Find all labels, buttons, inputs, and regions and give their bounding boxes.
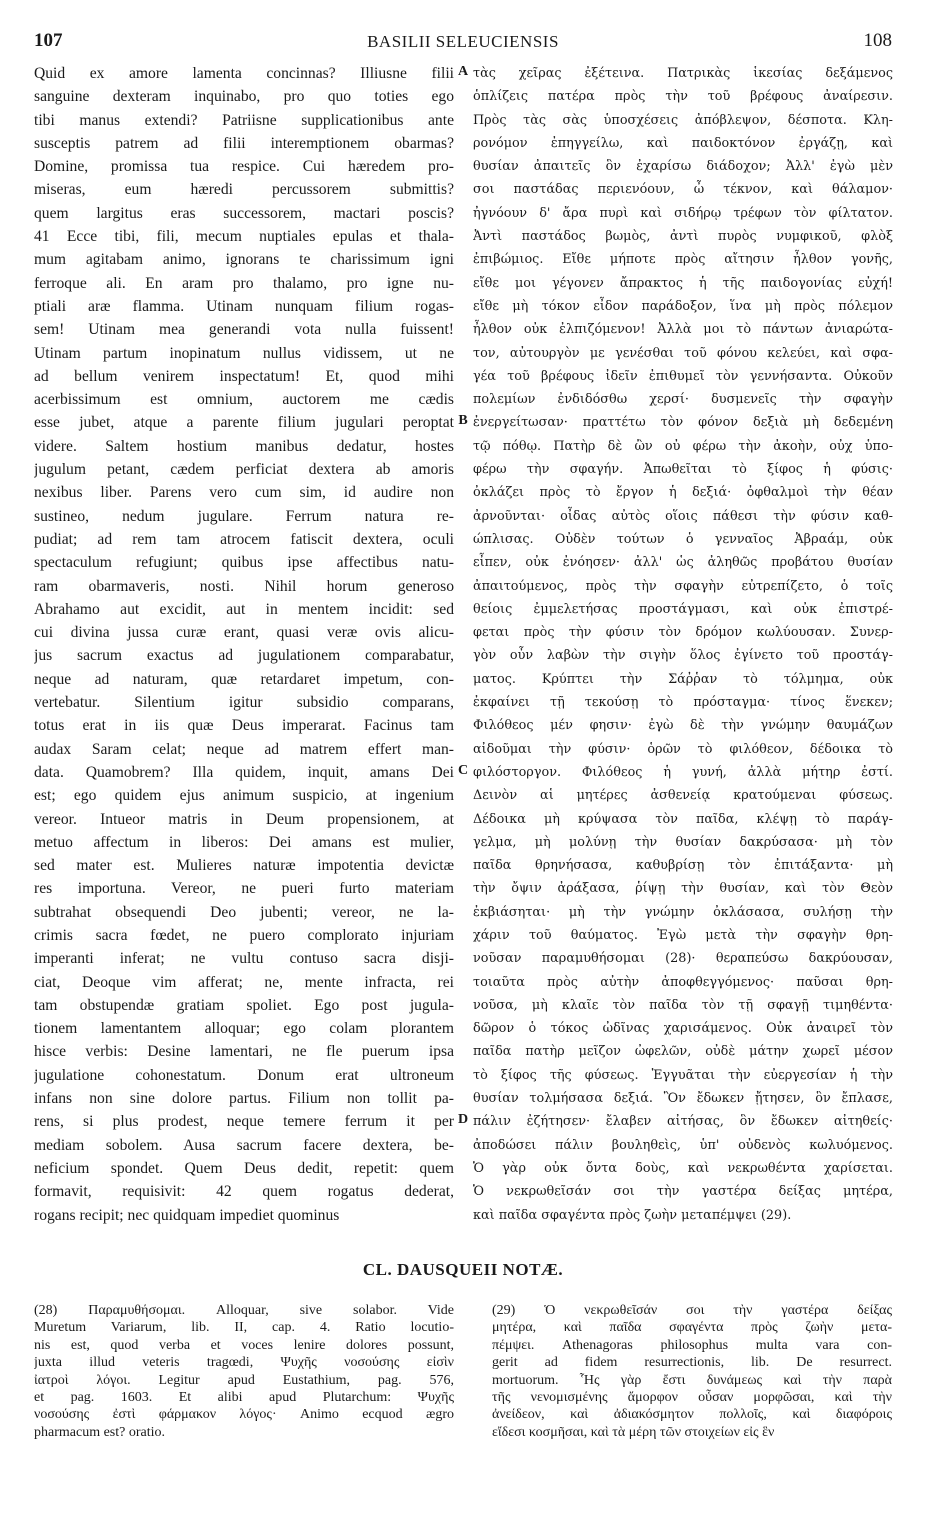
latin-text-line: tionem lamentantem alloquar; ego colam plorantem: [34, 1020, 454, 1038]
greek-text-line: εἶπεν, οὐκ ἐνόησεν· ἀλλ' ὡς ἀληθῶς προβάτου θυσίαν: [473, 555, 893, 571]
greek-text-line: θυσίαν ἀπαιτεῖς ὃν ἐχαρίσω διάδοχον; Ἀλλ' ἐγὼ μὲν: [473, 159, 893, 175]
note-text-line: Muretum Variarum, lib. II, cap. 4. Ratio locutio-: [34, 1320, 454, 1336]
running-title: BASILII SELEUCIENSIS: [367, 32, 559, 51]
latin-text-line: jugulatione cohonestatum. Donum erat ultroneum: [34, 1066, 454, 1084]
greek-text-line: Ἀντὶ παστάδος βωμὸς, ἀντὶ πυρὸς νυμφικοῦ, φλὸξ: [473, 229, 893, 245]
latin-text-line: neficium spondet. Quem Deus dedit, repetit: quem: [34, 1159, 454, 1177]
latin-text-line: mediam sobolem. Ausa sacrum facere dextera, be-: [34, 1136, 454, 1154]
greek-text-line: Δέδοικα μὴ κρύψασα τὸν παῖδα, κλέψῃ τὸ παράγ-: [473, 811, 893, 827]
greek-text-line: αἰδοῦμαι τὴν φύσιν· ὁρῶν τὸ φιλόθεον, δέδοικα τὸ: [473, 741, 893, 757]
latin-text-line: est; ego quidem ejus animum suspicio, at ingenium: [34, 787, 454, 805]
latin-text-line: ad bellum venirem inspectatum! Et, quod mihi: [34, 367, 454, 385]
note-text-line: nis est, quod verba et voces lenire dolores possunt,: [34, 1337, 454, 1353]
greek-text-line: ἦλθον οὐκ ἐλπιζόμενον! Ἀλλὰ μοι τὸ πάντων ἀνιαρώτα-: [473, 322, 893, 338]
latin-text-line: acerbissimum est omnium, auctorem me cædis: [34, 391, 454, 409]
greek-text-line: φέρω τὴν σφαγήν. Ἀπωθεῖται τὸ ξίφος ἡ φύσις·: [473, 462, 893, 478]
greek-text-line: ἠγνόουν δ' ἄρα πυρὶ καὶ σιδήρῳ τρέφων τὸν φίλτατον.: [473, 205, 893, 221]
latin-text-line: jugulum petant, cædem perficiat dextera ab amoris: [34, 461, 454, 479]
latin-text-line: miseras, eum hæredi percussorem submittis?: [34, 181, 454, 199]
latin-text-line: ram obarmaveris, nosti. Nihil horum generoso: [34, 577, 454, 595]
latin-text-line: tam obstupendæ gratiam spoliet. Ego post jugula-: [34, 996, 454, 1014]
latin-text-line: jus sacrum exactus ad jugulationem comparabatur,: [34, 647, 454, 665]
latin-text-line: susceptis patrem ad filii interemptionem obarmas?: [34, 134, 454, 152]
latin-column: [34, 62, 454, 1227]
greek-text-line: φεται πρὸς τὴν φύσιν τὸν δρόμον κωλύουσαν. Συνερ-: [473, 625, 893, 641]
latin-text-line: quem largitus eras successorem, mactari poscis?: [34, 204, 454, 222]
latin-text-line: cui divina jussa curæ erant, quasi veræ ovis alicu-: [34, 624, 454, 642]
note-text-line: (29) Ὁ νεκρωθεῖσάν σοι τὴν γαστέρα δείξας: [492, 1303, 892, 1318]
note-text-line: mortuorum. Ἧς γὰρ ἔστι δυνάμεως καὶ τὴν παρὰ: [492, 1372, 892, 1388]
greek-text-line: ἀποδώσει πάλιν βουληθεὶς, ὑπ' οὐδενὸς κωλυόμενος.: [473, 1137, 893, 1153]
latin-text-line: esse jubet, atque a parente filium jugulari peroptat: [34, 414, 454, 432]
latin-text-line: audax Saram celat; neque ad matrem effert man-: [34, 740, 454, 758]
greek-text-line: τὰς χεῖρας ἐξέτεινα. Πατρικὰς ἱκεσίας δεξάμενος: [473, 66, 893, 81]
greek-text-line: φιλόστοργον. Φιλόθεος ἡ γυνή, ἀλλὰ μήτηρ ἐστί.: [473, 764, 893, 780]
section-marker-a: A: [457, 64, 469, 79]
section-marker-b: B: [458, 413, 468, 428]
greek-text-line: τὸ ξίφος τῆς φύσεως. Ἐγγυᾶται τὴν εὐεργεσίαν ἡ τὴν: [473, 1067, 893, 1083]
greek-text-line: θυσίαν τολμήσασα δεξιά. Ὃν ἔδωκεν ᾔτησεν, ὃν ἔπλασε,: [473, 1091, 893, 1107]
greek-text-line: εἴθε μοι γέγονεν ἄπρακτος ἡ τῆς παιδογονίας εὐχή!: [473, 275, 893, 291]
greek-text-line: θείοις ἐμμελετήσας προστάγμασι, καὶ οὐκ ἐπιστρέ-: [473, 601, 893, 617]
greek-text-line: ώπλισας. Οὐδὲν τούτων ὁ γενναῖος Ἀβραάμ, οὐκ: [473, 531, 893, 547]
greek-text-line: τοιαῦτα πρὸς αὐτὴν ἀποφθεγγόμενος· παῦσαι θρη-: [473, 974, 893, 990]
greek-text-line: πάλιν ἐζήτησεν· ἔλαβεν αἰτήσας, ὃν ἔδωκεν αἰτηθείς·: [473, 1114, 893, 1130]
latin-text-line: rogans recipit; nec quidquam impediet quominus: [34, 1206, 340, 1224]
greek-text-line: νοῦσα, μὴ κλαῖε τὸν παῖδα τὸν τῇ σφαγῇ τιμηθέντα·: [473, 997, 893, 1013]
section-marker-c: C: [457, 763, 469, 778]
note-text-line: gerit ad fidem resurrectionis, lib. De resurrect.: [492, 1355, 892, 1371]
page-number-left: 107: [34, 30, 63, 51]
greek-text-line: σοι παστάδας περιενόουν, ὦ τέκνον, καὶ θάλαμον·: [473, 182, 893, 198]
greek-text-line: Πρὸς τὰς σὰς ὑποσχέσεις ἀπόβλεψον, δέσποτα. Κλη-: [473, 112, 893, 128]
greek-text-line: τὴν ὄψιν ἀράξασα, ῥίψῃ τὴν θυσίαν, καὶ τὸν Θεὸν: [473, 881, 893, 897]
latin-text-line: rens, si plus prodest, neque temere ferrum it per: [34, 1113, 454, 1131]
greek-text-line: ἀπαιτούμενος, πρὸς τὴν σφαγὴν εὐτρεπίζετο, ὁ τοῖς: [473, 578, 893, 594]
latin-text-line: Quid ex amore lamenta concinnas? Illiusne filii: [34, 65, 454, 82]
latin-text-line: res importuna. Vereor, ne pueri furto materiam: [34, 880, 454, 898]
latin-text-line: tibi manus extendi? Patriisne supplicationibus ante: [34, 111, 454, 129]
latin-text-line: ferroque ali. En aram pro thalamo, pro igne nu-: [34, 274, 454, 292]
greek-text-line: γὸν οὖν λαβὼν τὴν σιγὴν ὅλος ἐγίνετο τοῦ προστάγ-: [473, 648, 893, 664]
latin-text-line: imperanti inferat; ne vultu contuso sacra disji-: [34, 950, 454, 968]
greek-text-line: ματος. Κρύπτει τὴν Σάῤῥαν τὸ τόλμημα, οὐκ: [473, 671, 893, 687]
greek-text-line: ὀκλάζει πρὸς τὸ ἔργον ἡ δεξιά· ὀφθαλμοὶ τὴν θέαν: [473, 485, 893, 501]
greek-text-line: χάριν τοῦ θαύματος. Ἐγὼ μετὰ τὴν σφαγὴν θρη-: [473, 927, 893, 943]
latin-text-line: Domine, promissa tua respice. Cui hæredem pro-: [34, 158, 454, 176]
greek-text-line: ρονόμον ἐπηγγείλω, καὶ παιδοκτόνον ἐργάζῃ, καὶ: [473, 135, 893, 151]
latin-text-line: crimis sacra fœdet, ne puero comploratο injuriam: [34, 926, 454, 944]
note-text-line: τῆς νενομισμένης ἄμορφον οὖσαν μορφῶσαι, καὶ τὴν: [492, 1389, 892, 1405]
latin-text-line: formavit, requisivit: 42 quem rogatus dederat,: [34, 1183, 454, 1201]
greek-text-line: Φιλόθεος μέν φησιν· ἐγὼ δὲ τὴν γνώμην θαυμάζων: [473, 718, 893, 734]
note-text-line: νοσούσης ἐστὶ φάρμακον λόγος· Animo ecquod ægro: [34, 1407, 454, 1423]
greek-text-line: γελμα, μὴ μολύνῃ τὴν θυσίαν δακρύσασα· μὴ τὸν: [473, 834, 893, 850]
greek-text-line: καὶ παῖδα σφαγέντα πρὸς ζωὴν μεταπέμψει (29).: [473, 1207, 792, 1223]
greek-text-line: Ὁ γὰρ οὐκ ὄντα δοὺς, καὶ νεκρωθέντα χαρίσεται.: [473, 1160, 893, 1176]
latin-text-line: vereor. Intueor matris in Deum propensionem, at: [34, 810, 454, 828]
latin-text-line: sustineo, nedum jugulare. Ferrum natura re-: [34, 507, 454, 525]
note-text-line: πέμψει. Athenagoras philosophus multa vara con-: [492, 1337, 892, 1353]
latin-text-line: spectaculum refugiunt; quibus ipse affectibus natu-: [34, 554, 454, 572]
notes-heading: CL. DAUSQUEII NOTÆ.: [362, 1260, 564, 1279]
note-text-line: (28) Παραμυθήσομαι. Alloquar, sive solabor. Vide: [34, 1303, 454, 1318]
latin-text-line: totus erat in iis quæ Deus imperarat. Facinus tam: [34, 717, 454, 735]
footnote-29: [492, 1302, 892, 1441]
note-text-line: pharmacum est? oratio.: [34, 1424, 166, 1440]
greek-text-line: νοῦσαν παραμυθήσομαι (28)· θεραπεύσω δακρύουσαν,: [473, 951, 893, 967]
latin-text-line: Abrahamo aut excidit, aut in mentem incidit: sed: [34, 600, 454, 618]
section-marker-d: D: [457, 1112, 469, 1127]
greek-text-line: τῷ πόθῳ. Πατὴρ δὲ ὢν οὐ φέρω τὴν ἀκοὴν, οὐχ ὑπο-: [473, 438, 893, 454]
greek-text-line: ἐπιβώμιος. Εἴθε μήποτε πρὸς αἴτησιν ἦλθον γονῆς,: [473, 252, 893, 268]
latin-text-line: ptiali aræ flamma. Utinam nunquam filium rogas-: [34, 297, 454, 315]
note-text-line: εἴδεσι κοσμῆσαι, καὶ τὰ μέρη τῶν στοιχείων εἰς ἓν: [492, 1424, 775, 1440]
greek-text-line: παῖδα πατὴρ μεῖζον ὠφελῶν, οὐδὲ μάτην χωρεῖ μέσον: [473, 1044, 893, 1060]
page-number-right: 108: [863, 30, 892, 51]
note-text-line: juxta illud veteris tragœdi, Ψυχῆς νοσούσης εἰσὶν: [34, 1355, 454, 1371]
footnote-28: [34, 1302, 454, 1441]
latin-text-line: 41 Ecce tibi, fili, mecum nuptiales epulas et thala-: [34, 228, 454, 246]
note-text-line: ἰατροὶ λόγοι. Legitur apud Eustathium, pag. 576,: [34, 1372, 454, 1388]
latin-text-line: nexibus liber. Parens vero cum sim, id audire non: [34, 484, 454, 502]
greek-text-line: εἴθε μὴ τόκον εἶδον παράδοξον, ἵνα μὴ πρὸς πόλεμον: [473, 298, 893, 314]
greek-text-line: πολεμίων ἐνδιδόσθω χερσί· δυσμενεῖς τὴν σφαγὴν: [473, 392, 893, 408]
latin-text-line: Utinam partum inopinatum nullus vidissem, ut ne: [34, 344, 454, 362]
greek-text-line: τον, αὐτουργὸν με γενέσθαι τοῦ φόνου κελεύει, καὶ σφα-: [473, 345, 893, 361]
greek-text-line: ἐνεργείτωσαν· πραττέτω τὸν φόνον δεξιὰ μὴ δεδεμένη: [473, 415, 893, 431]
greek-text-line: Δεινὸν αἱ μητέρες ἀσθενείᾳ κρατούμεναι φύσεως.: [473, 788, 893, 804]
latin-text-line: data. Quamobrem? Illa quidem, inquit, amans Dei: [34, 763, 454, 781]
latin-text-line: neque ad naturam, quæ retardaret impetum, con-: [34, 670, 454, 688]
greek-text-line: γέα τοῦ βρέφους ἰδεῖν ἐπιθυμεῖ τὸν γεννήσαντα. Οὐκοῦν: [473, 368, 893, 384]
latin-text-line: metuo affectum in liberos: Dei amans est mulier,: [34, 833, 454, 851]
greek-column: [473, 62, 893, 1227]
latin-text-line: sanguine dexteram inquinabo, pro quo toties ego: [34, 88, 454, 106]
latin-text-line: hisce verbis: Desine lamentari, ne fle puerum ipsa: [34, 1043, 454, 1061]
greek-text-line: Ὁ νεκρωθεῖσάν σοι τὴν γαστέρα δείξας μητέρα,: [473, 1184, 893, 1200]
greek-text-line: ἐκφαίνει τῇ τεκούσῃ τὸ πρόσταγμα· τίνος ἕνεκεν;: [473, 695, 893, 711]
latin-text-line: pudiat; ad rem tam atrocem fatiscit dextera, oculi: [34, 530, 454, 548]
latin-text-line: sed mater est. Mulieres naturæ impotentia devictæ: [34, 857, 454, 875]
note-text-line: ἀνείδεον, καὶ ἀδιακόσμητον πολλοῖς, καὶ διαφόροις: [492, 1407, 892, 1423]
note-text-line: et pag. 1603. Et alibi apud Plutarchum: Ψυχῆς: [34, 1389, 454, 1405]
note-text-line: μητέρα, καὶ παῖδα σφαγέντα πρὸς ζωὴν μετα-: [492, 1320, 892, 1336]
latin-text-line: mum agitabam animo, ignorans te charissimum igni: [34, 251, 454, 269]
latin-text-line: vertebatur. Silentium igitur subsidio comparans,: [34, 694, 454, 712]
greek-text-line: ὁπλίζεις πατέρα πρὸς τὴν τοῦ βρέφους ἀναίρεσιν.: [473, 89, 893, 105]
latin-text-line: infans non sine dolore partus. Filium non tollit pa-: [34, 1090, 454, 1108]
latin-text-line: videre. Saltem hostium manibus dedatur, hostes: [34, 437, 454, 455]
latin-text-line: ciat, Deoque vim afferat; ne, mente infracta, rei: [34, 973, 454, 991]
latin-text-line: subtrahat obsequendi Deo jubenti; vereor, ne la-: [34, 903, 454, 921]
greek-text-line: δῶρον ὁ τόκος ὠδῖνας χαρισάμενος. Οὐκ ἀναιρεῖ τὸν: [473, 1021, 893, 1037]
running-header: [34, 30, 892, 56]
greek-text-line: παῖδα θρηνήσασα, καθυβρίσῃ τὸν ἐπιτάξαντα· μὴ: [473, 858, 893, 874]
greek-text-line: ἐκβιάσηται· μὴ τὴν γνώμην ὀκλάσασα, συλήσῃ τὴν: [473, 904, 893, 920]
latin-text-line: sem! Utinam mea generandi vota nulla fuissent!: [34, 321, 454, 339]
greek-text-line: ἀρνοῦνται· οἶδας αὐτὸς οἵοις πάθεσι τὴν φύσιν καθ-: [473, 508, 893, 524]
